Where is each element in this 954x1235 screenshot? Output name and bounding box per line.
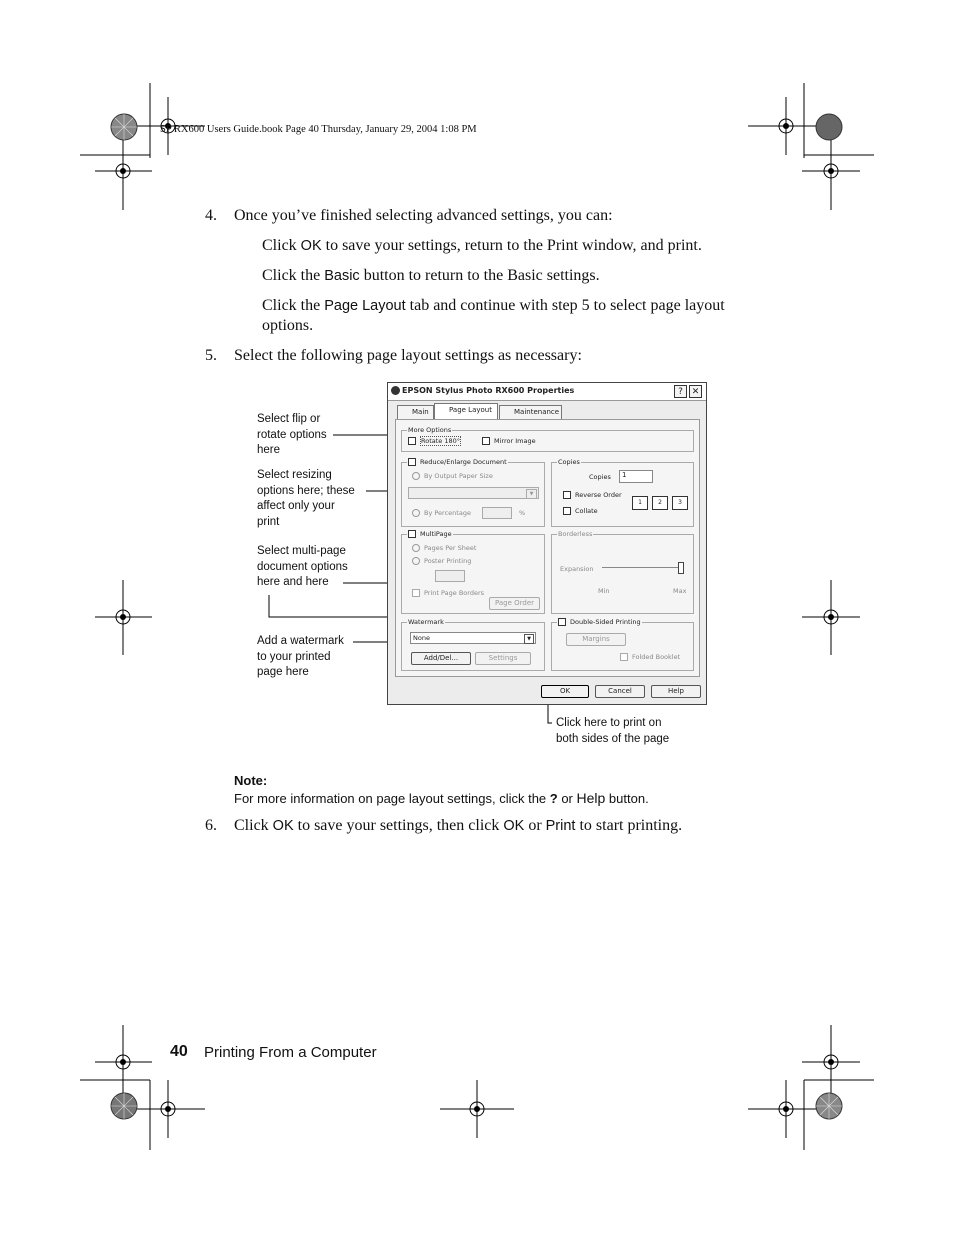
copies-label: Copies bbox=[589, 473, 611, 481]
callout-multipage-line: Select multi-page bbox=[257, 545, 346, 557]
help-button[interactable]: Help bbox=[651, 685, 701, 698]
collate-checkbox[interactable] bbox=[563, 507, 598, 515]
ok-reference: OK bbox=[272, 818, 294, 834]
expansion-label: Expansion bbox=[560, 565, 594, 573]
reduce-enlarge-label[interactable] bbox=[407, 458, 508, 466]
callout-resize-line: options here; these bbox=[257, 484, 355, 497]
collate-page-icon: 2 bbox=[652, 496, 668, 510]
step-4-item-2-pre: Click the bbox=[262, 267, 325, 284]
step-5-text: Select the following page layout settings as necessary: bbox=[234, 347, 582, 364]
poster-printing-radio[interactable] bbox=[412, 557, 471, 565]
callout-flip-line: rotate options bbox=[257, 428, 327, 441]
reduce-enlarge-group bbox=[401, 458, 545, 527]
by-percentage-radio[interactable] bbox=[412, 509, 471, 517]
borderless-label: Borderless bbox=[558, 530, 593, 538]
expansion-min-label: Min bbox=[598, 587, 610, 595]
step-6-post: to start printing. bbox=[575, 817, 683, 834]
double-sided-text: Double-Sided Printing bbox=[570, 618, 641, 626]
tab-main[interactable]: Main bbox=[397, 405, 434, 419]
poster-stepper[interactable] bbox=[435, 570, 465, 582]
margins-button[interactable]: Margins bbox=[566, 633, 626, 646]
more-options-group bbox=[401, 426, 694, 452]
copies-group bbox=[551, 458, 694, 527]
callout-double-line: both sides of the page bbox=[556, 732, 670, 745]
step-6-mid-2: or bbox=[524, 817, 546, 834]
copies-group-label: Copies bbox=[558, 458, 580, 466]
by-percentage-radio-dot[interactable] bbox=[412, 509, 420, 517]
by-percentage-label: By Percentage bbox=[424, 509, 471, 517]
help-reference: Help bbox=[576, 790, 606, 806]
watermark-select[interactable] bbox=[410, 632, 536, 644]
reduce-enlarge-checkbox[interactable] bbox=[408, 458, 416, 466]
borderless-group bbox=[551, 530, 694, 614]
help-title-button[interactable]: ? bbox=[674, 385, 687, 398]
step-4-item-3-line-2: options. bbox=[262, 317, 314, 334]
watermark-value: None bbox=[413, 634, 430, 642]
reduce-enlarge-text: Reduce/Enlarge Document bbox=[420, 458, 507, 466]
step-6-pre: Click bbox=[234, 817, 273, 834]
double-sided-checkbox[interactable] bbox=[558, 618, 566, 626]
basic-reference: Basic bbox=[324, 268, 360, 284]
multipage-label[interactable] bbox=[407, 530, 453, 538]
expansion-max-label: Max bbox=[673, 587, 687, 595]
rotate-180-checkbox[interactable] bbox=[408, 437, 461, 445]
close-title-button[interactable]: ✕ bbox=[689, 385, 702, 398]
collate-page-icon: 3 bbox=[672, 496, 688, 510]
folded-booklet-label: Folded Booklet bbox=[632, 653, 681, 661]
by-output-radio-dot[interactable] bbox=[412, 472, 420, 480]
tab-page-layout[interactable]: Page Layout bbox=[434, 403, 498, 420]
note-post: button. bbox=[605, 791, 649, 806]
callout-resize-line: print bbox=[257, 515, 280, 528]
reverse-order-checkbox[interactable] bbox=[563, 491, 622, 499]
print-borders-box[interactable] bbox=[412, 589, 420, 597]
step-4-item-2-post: button to return to the Basic settings. bbox=[359, 267, 600, 284]
expansion-slider-thumb[interactable] bbox=[678, 562, 684, 574]
step-4-item-3-pre: Click the bbox=[262, 297, 325, 314]
multipage-checkbox[interactable] bbox=[408, 530, 416, 538]
chevron-down-icon: ▼ bbox=[524, 634, 534, 644]
ok-reference: OK bbox=[503, 818, 525, 834]
callout-flip-line: here bbox=[257, 444, 281, 456]
epson-logo-icon bbox=[391, 386, 400, 395]
callout-multipage-line: document options bbox=[257, 560, 348, 573]
note-text bbox=[234, 790, 649, 806]
ok-reference: OK bbox=[300, 238, 322, 254]
folded-booklet-box[interactable] bbox=[620, 653, 628, 661]
watermark-label: Watermark bbox=[408, 618, 444, 626]
print-borders-label: Print Page Borders bbox=[424, 589, 484, 597]
print-reference: Print bbox=[545, 818, 576, 834]
callout-watermark-line: page here bbox=[257, 666, 309, 678]
callout-flip-line: Select flip or bbox=[257, 413, 321, 425]
callout-watermark-line: Add a watermark bbox=[257, 635, 344, 647]
note-mid: or bbox=[557, 791, 577, 806]
page-layout-reference: Page Layout bbox=[324, 298, 406, 314]
poster-printing-radio-dot[interactable] bbox=[412, 557, 420, 565]
callout-resize-line: Select resizing bbox=[257, 469, 332, 481]
dialog-titlebar bbox=[388, 383, 706, 401]
mirror-label: Mirror Image bbox=[494, 437, 536, 445]
page-layout-panel bbox=[395, 419, 700, 677]
step-4-item-3-post: tab and continue with step 5 to select page layout bbox=[405, 297, 725, 314]
expansion-slider-track[interactable] bbox=[602, 567, 680, 568]
step-5-number: 5. bbox=[205, 347, 217, 364]
mirror-checkbox-box[interactable] bbox=[482, 437, 490, 445]
add-del-button[interactable]: Add/Del... bbox=[411, 652, 471, 665]
book-header: SP RX600 Users Guide.book Page 40 Thursday, January 29, 2004 1:08 PM bbox=[160, 124, 477, 135]
tab-maintenance[interactable]: Maintenance bbox=[499, 405, 562, 419]
callout-resize-line: affect only your bbox=[257, 500, 335, 512]
step-4-number: 4. bbox=[205, 207, 217, 224]
mirror-image-checkbox[interactable] bbox=[482, 437, 536, 445]
pages-per-sheet-label: Pages Per Sheet bbox=[424, 544, 477, 552]
page-order-button[interactable]: Page Order bbox=[489, 597, 540, 610]
cancel-button[interactable]: Cancel bbox=[595, 685, 645, 698]
step-6-mid-1: to save your settings, then click bbox=[293, 817, 504, 834]
rotate-label: Rotate 180° bbox=[421, 437, 461, 445]
double-sided-label[interactable] bbox=[557, 618, 642, 626]
step-6-text bbox=[234, 816, 682, 836]
properties-dialog bbox=[387, 382, 707, 705]
by-output-label: By Output Paper Size bbox=[424, 472, 493, 480]
rotate-checkbox-box[interactable] bbox=[408, 437, 416, 445]
note-title: Note: bbox=[234, 773, 268, 788]
multipage-text: MultiPage bbox=[420, 530, 452, 538]
poster-printing-label: Poster Printing bbox=[424, 557, 472, 565]
folded-booklet-checkbox[interactable] bbox=[620, 653, 680, 661]
multipage-group bbox=[401, 530, 545, 614]
help-question-reference: ? bbox=[549, 791, 558, 806]
dialog-title: EPSON Stylus Photo RX600 Properties bbox=[402, 386, 575, 395]
callout-double-line: Click here to print on bbox=[556, 717, 662, 729]
footer-title: Printing From a Computer bbox=[204, 1044, 377, 1061]
step-4-item-1-post: to save your settings, return to the Print window, and print. bbox=[321, 237, 702, 254]
more-options-label: More Options bbox=[408, 426, 452, 434]
ok-button[interactable]: OK bbox=[541, 685, 589, 698]
chevron-down-icon: ▼ bbox=[526, 489, 537, 499]
step-4-item-1-pre: Click bbox=[262, 237, 301, 254]
reverse-order-label: Reverse Order bbox=[575, 491, 622, 499]
double-sided-group bbox=[551, 618, 694, 671]
watermark-settings-button[interactable]: Settings bbox=[475, 652, 531, 665]
collate-label: Collate bbox=[575, 507, 598, 515]
print-page-borders-checkbox[interactable] bbox=[412, 589, 484, 597]
output-paper-select[interactable] bbox=[408, 487, 539, 499]
step-4-text: Once you’ve finished selecting advanced settings, you can: bbox=[234, 207, 613, 224]
callout-watermark-line: to your printed bbox=[257, 650, 331, 663]
pages-per-sheet-radio-dot[interactable] bbox=[412, 544, 420, 552]
watermark-group bbox=[401, 618, 545, 671]
collate-page-icon: 1 bbox=[632, 496, 648, 510]
copies-input[interactable]: 1 bbox=[619, 470, 653, 483]
by-output-paper-radio[interactable] bbox=[412, 472, 493, 480]
percent-sign: % bbox=[519, 509, 526, 517]
pages-per-sheet-radio[interactable] bbox=[412, 544, 476, 552]
note-pre: For more information on page layout settings, click the bbox=[234, 791, 550, 806]
step-6-number: 6. bbox=[205, 817, 217, 834]
page-number: 40 bbox=[170, 1043, 188, 1060]
percentage-stepper[interactable] bbox=[482, 507, 512, 519]
reverse-order-box[interactable] bbox=[563, 491, 571, 499]
callout-multipage-line: here and here bbox=[257, 576, 329, 588]
collate-box[interactable] bbox=[563, 507, 571, 515]
